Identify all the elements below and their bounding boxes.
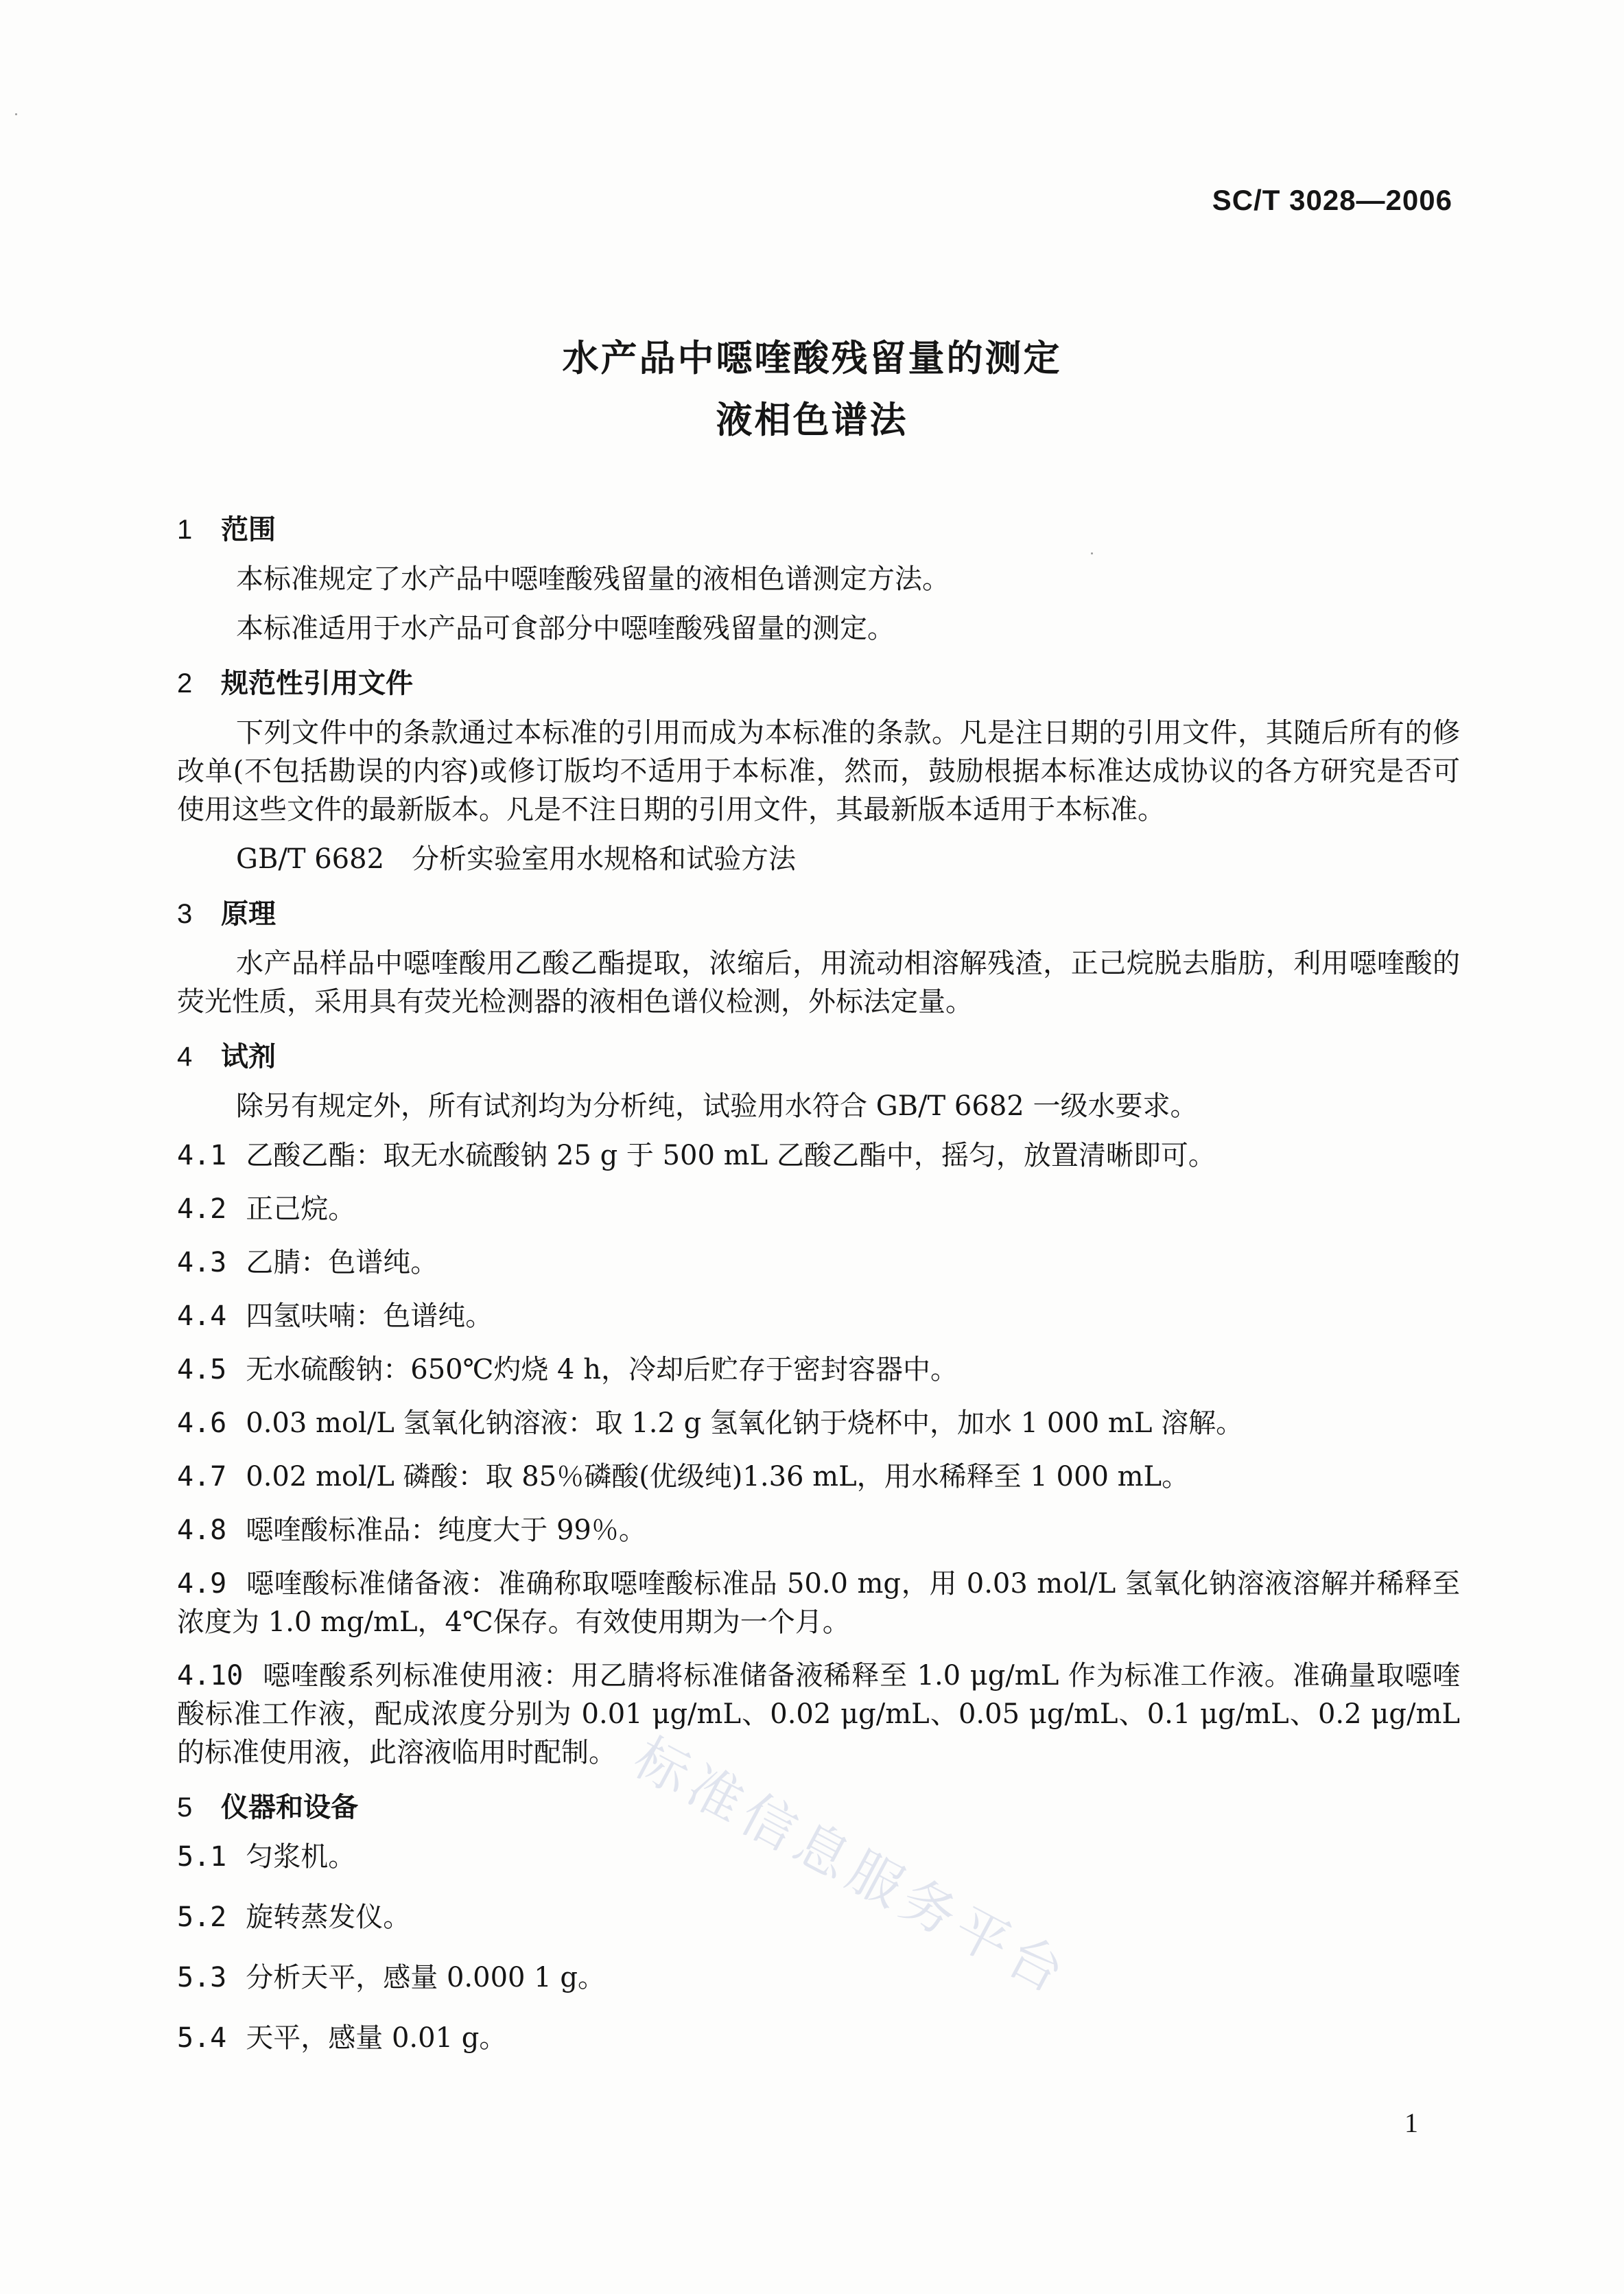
section-heading-scope	[177, 509, 1460, 550]
item-text: 天平，感量 0.01 g。	[246, 2022, 507, 2054]
list-item	[177, 1511, 1460, 1549]
list-item	[177, 1404, 1460, 1442]
list-item	[177, 1838, 1460, 1876]
paragraph: 除另有规定外，所有试剂均为分析纯，试验用水符合 GB/T 6682 一级水要求。	[236, 1090, 1198, 1122]
list-item	[177, 1136, 1460, 1175]
item-number: 4.6	[177, 1407, 227, 1439]
item-text: 匀浆机。	[246, 1841, 356, 1873]
section-title: 仪器和设备	[221, 1792, 358, 1823]
item-number: 4.7	[177, 1461, 227, 1493]
section-heading-apparatus	[177, 1787, 1460, 1828]
watermark: 标准信息服务平台	[624, 1726, 1080, 2008]
paragraph: 本标准适用于水产品可食部分中噁喹酸残留量的测定。	[236, 613, 895, 644]
section-heading-normative-references	[177, 663, 1460, 704]
item-number: 4.10	[177, 1660, 244, 1692]
section-number: 5	[177, 1792, 193, 1823]
item-text: 旋转蒸发仪。	[246, 1901, 411, 1933]
paragraph: 水产品样品中噁喹酸用乙酸乙酯提取，浓缩后，用流动相溶解残渣，正己烷脱去脂肪，利用噁喹酸的荧光性质，采用具有荧光检测器的液相色谱仪检测，外标法定量。	[177, 948, 1460, 1018]
item-number: 4.9	[177, 1568, 227, 1600]
item-number: 4.2	[177, 1193, 227, 1225]
list-item	[177, 1657, 1460, 1772]
item-number: 4.8	[177, 1514, 227, 1546]
item-number: 5.1	[177, 1841, 227, 1873]
section-title: 范围	[221, 514, 276, 546]
section-title: 规范性引用文件	[221, 668, 413, 699]
item-text: 乙腈：色谱纯。	[246, 1247, 438, 1278]
item-text: 无水硫酸钠：650℃灼烧 4 h，冷却后贮存于密封容器中。	[246, 1354, 958, 1385]
list-item	[177, 1958, 1460, 1997]
paragraph: 本标准规定了水产品中噁喹酸残留量的液相色谱测定方法。	[236, 563, 950, 595]
list-item	[177, 1190, 1460, 1228]
section-number: 2	[177, 668, 193, 699]
list-item	[177, 1297, 1460, 1335]
item-text: 噁喹酸标准品：纯度大于 99％。	[246, 1514, 646, 1546]
item-text: 噁喹酸系列标准使用液：用乙腈将标准储备液稀释至 1.0 μg/mL 作为标准工作液。准确量取噁喹酸标准工作液，配成浓度分别为 0.01 μg/mL、0.02 μg/mL、0.05 μg/mL、0.1 μg/mL、0.2 μg/mL 的标准使用液，此溶液临用时配制。	[177, 1660, 1460, 1768]
item-number: 4.4	[177, 1300, 227, 1332]
scan-speck	[15, 113, 17, 115]
item-text: 0.03 mol/L 氢氧化钠溶液：取 1.2 g 氢氧化钠于烧杯中，加水 1 000 mL 溶解。	[246, 1407, 1244, 1439]
page-number: 1	[1404, 2107, 1418, 2138]
item-text: 乙酸乙酯：取无水硫酸钠 25 g 于 500 mL 乙酸乙酯中，摇匀，放置清晰即可。	[246, 1140, 1216, 1171]
item-text: 噁喹酸标准储备液：准确称取噁喹酸标准品 50.0 mg，用 0.03 mol/L 氢氧化钠溶液溶解并稀释至浓度为 1.0 mg/mL，4℃保存。有效使用期为一个月。	[177, 1568, 1460, 1638]
list-item	[177, 1350, 1460, 1389]
section-number: 1	[177, 515, 193, 545]
section-title: 试剂	[221, 1041, 276, 1073]
reference-entry: GB/T 6682 分析实验室用水规格和试验方法	[236, 843, 797, 875]
item-number: 4.1	[177, 1140, 227, 1171]
item-number: 4.3	[177, 1247, 227, 1278]
item-text: 0.02 mol/L 磷酸：取 85％磷酸(优级纯)1.36 mL，用水稀释至 1 000 mL。	[246, 1461, 1190, 1493]
section-number: 4	[177, 1042, 193, 1072]
standard-number: SC/T 3028—2006	[1212, 184, 1452, 216]
document-body	[177, 494, 1460, 2079]
section-heading-principle	[177, 893, 1460, 935]
item-number: 4.5	[177, 1354, 227, 1385]
item-number: 5.4	[177, 2022, 227, 2054]
item-number: 5.3	[177, 1962, 227, 1993]
item-number: 5.2	[177, 1901, 227, 1933]
section-number: 3	[177, 899, 193, 929]
title-line-2: 液相色谱法	[716, 399, 908, 441]
title-line-1: 水产品中噁喹酸残留量的测定	[562, 338, 1062, 379]
item-text: 四氢呋喃：色谱纯。	[246, 1300, 493, 1332]
item-text: 分析天平，感量 0.000 1 g。	[246, 1962, 605, 1993]
list-item	[177, 1243, 1460, 1282]
list-item	[177, 2019, 1460, 2057]
paragraph: 下列文件中的条款通过本标准的引用而成为本标准的条款。凡是注日期的引用文件，其随后所有的修改单(不包括勘误的内容)或修订版均不适用于本标准，然而，鼓励根据本标准达成协议的各方研究是否可使用这些文件的最新版本。凡是不注日期的引用文件，其最新版本适用于本标准。	[177, 717, 1460, 826]
item-text: 正己烷。	[246, 1193, 356, 1225]
document-title	[0, 328, 1624, 452]
section-title: 原理	[221, 898, 276, 930]
section-heading-reagents	[177, 1036, 1460, 1077]
list-item	[177, 1898, 1460, 1936]
list-item	[177, 1565, 1460, 1641]
list-item	[177, 1458, 1460, 1496]
